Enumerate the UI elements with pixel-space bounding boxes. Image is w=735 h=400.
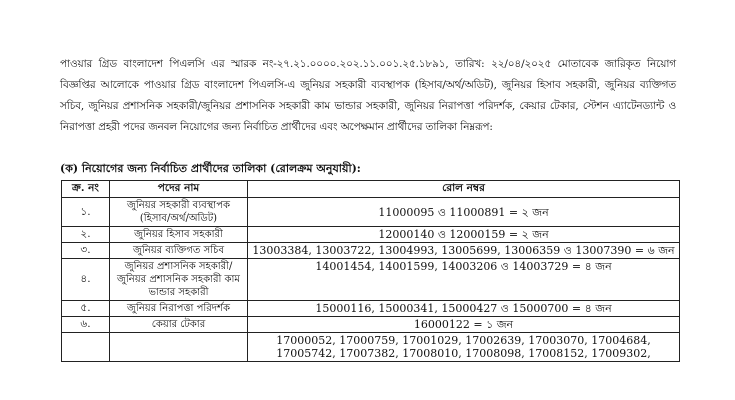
header-post-name: পদের নাম bbox=[110, 181, 248, 198]
table-row bbox=[62, 317, 680, 333]
table-row bbox=[62, 259, 680, 301]
row-serial: ৪. bbox=[62, 259, 110, 301]
section-heading: (ক) নিয়োগের জন্য নির্বাচিত প্রার্থীদের তালিকা (রোলক্রম অনুযায়ী): bbox=[60, 162, 361, 175]
header-serial: ক্র. নং bbox=[62, 181, 110, 198]
row-rolls: 16000122 = ১ জন bbox=[248, 317, 680, 333]
table-header-row bbox=[62, 181, 680, 198]
header-roll-number: রোল নম্বর bbox=[248, 181, 680, 198]
intro-paragraph: পাওয়ার গ্রিড বাংলাদেশ পিএলসি এর স্মারক নং-২৭.২১.০০০০.২০২.১১.০০১.২৫.১৮৯১, তারিখ: ২২/০৪/২০২৫ মোতাবেক জারিকৃত নিয়োগ বিজ্ঞপ্তির আলোকে পাওয়ার গ্রিড বাংলাদেশ পিএলসি-এ জুনিয়র সহকারী ব্যবস্থাপক (হিসাব/অর্থ/অডিট), জুনিয়র হিসাব সহকারী, জুনিয়র ব্যক্তিগত সচিব, জুনিয়র প্রশাসনিক সহকারী/জুনিয়র প্রশাসনিক সহকারী কাম ভান্ডার সহকারী, জুনিয়র নিরাপত্তা পরিদর্শক, কেয়ার টেকার, স্টেশন এ্যাটেনড্যান্ট ও নিরাপত্তা প্রহরী পদের জনবল নিয়োগের জন্য নির্বাচিত প্রার্থীদের এবং অপেক্ষমান প্রার্থীদের তালিকা নিম্নরূপ: bbox=[60, 58, 676, 133]
row-rolls: 15000116, 15000341, 15000427 ও 15000700 = ৪ জন bbox=[248, 301, 680, 317]
row-post: জুনিয়র ব্যক্তিগত সচিব bbox=[110, 243, 248, 259]
row-post: কেয়ার টেকার bbox=[110, 317, 248, 333]
row-rolls: 13003384, 13003722, 13004993, 13005699, 13006359 ও 13007390 = ৬ জন bbox=[248, 243, 680, 259]
row-rolls: 11000095 ও 11000891 = ২ জন bbox=[248, 198, 680, 227]
row-rolls: 14001454, 14001599, 14003206 ও 14003729 = ৪ জন bbox=[248, 259, 680, 301]
table-row bbox=[62, 198, 680, 227]
row-serial: ৫. bbox=[62, 301, 110, 317]
row-serial: ৬. bbox=[62, 317, 110, 333]
table-row bbox=[62, 301, 680, 317]
row-serial bbox=[62, 333, 110, 362]
row-rolls: 12000140 ও 12000159 = ২ জন bbox=[248, 227, 680, 243]
table-row bbox=[62, 333, 680, 362]
row-post: জুনিয়র প্রশাসনিক সহকারী/জুনিয়র প্রশাসনিক সহকারী কাম ভান্ডার সহকারী bbox=[110, 259, 248, 301]
row-serial: ৩. bbox=[62, 243, 110, 259]
row-rolls: 17000052, 17000759, 17001029, 17002639, 17003070, 17004684, 17005742, 17007382, 17008010, 17008098, 17008152, 17009302, bbox=[248, 333, 680, 362]
selected-candidates-table bbox=[61, 180, 680, 362]
row-post: জুনিয়র নিরাপত্তা পরিদর্শক bbox=[110, 301, 248, 317]
row-post: জুনিয়র সহকারী ব্যবস্থাপক (হিসাব/অর্থ/অডিট) bbox=[110, 198, 248, 227]
row-serial: ২. bbox=[62, 227, 110, 243]
row-post bbox=[110, 333, 248, 362]
table-row bbox=[62, 227, 680, 243]
row-post: জুনিয়র হিসাব সহকারী bbox=[110, 227, 248, 243]
table-row bbox=[62, 243, 680, 259]
row-serial: ১. bbox=[62, 198, 110, 227]
